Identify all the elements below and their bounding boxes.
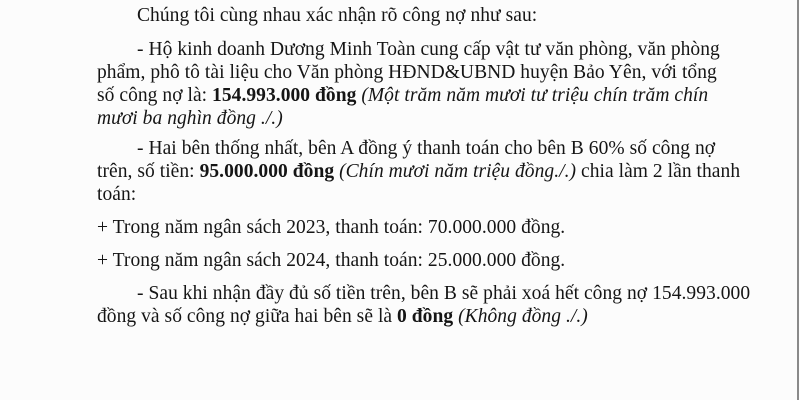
payment-words: (Chín mươi năm triệu đồng./.)	[334, 161, 577, 182]
installment-2023: + Trong năm ngân sách 2023, thanh toán: 70.000.000 đồng.	[97, 217, 566, 238]
remaining-words: (Không đồng ./.)	[453, 306, 588, 327]
para1-line2: phẩm, phô tô tài liệu cho Văn phòng HĐND&UBND huyện Bảo Yên, với tổng	[97, 62, 717, 83]
intro-text: Chúng tôi cùng nhau xác nhận rõ công nợ như sau:	[137, 5, 538, 26]
payment-label: trên, số tiền:	[97, 161, 200, 182]
para1-line4: mươi ba nghìn đồng ./.)	[97, 108, 283, 129]
para2-line2	[97, 160, 740, 183]
payment-amount: 95.000.000 đồng	[199, 161, 335, 182]
para2-line1: - Hai bên thống nhất, bên A đồng ý thanh toán cho bên B 60% số công nợ	[137, 138, 716, 159]
total-debt-words: (Một trăm năm mươi tư triệu chín trăm chín	[356, 85, 709, 106]
payment-suffix: chia làm 2 lần thanh	[576, 161, 741, 182]
debt-label: số công nợ là:	[97, 85, 213, 106]
para1-line3	[97, 84, 708, 107]
remaining-label: đồng và số công nợ giữa hai bên sẽ là	[97, 306, 398, 327]
para2-line3: toán:	[97, 184, 137, 205]
para1-line1: - Hộ kinh doanh Dương Minh Toàn cung cấp vật tư văn phòng, văn phòng	[137, 39, 720, 60]
para3-line1: - Sau khi nhận đầy đủ số tiền trên, bên B sẽ phải xoá hết công nợ 154.993.000	[137, 283, 751, 304]
total-debt-amount: 154.993.000 đồng	[212, 85, 357, 106]
para3-line2	[97, 305, 588, 328]
installment-2024: + Trong năm ngân sách 2024, thanh toán: 25.000.000 đồng.	[97, 250, 566, 271]
remaining-amount: 0 đồng	[397, 306, 454, 327]
